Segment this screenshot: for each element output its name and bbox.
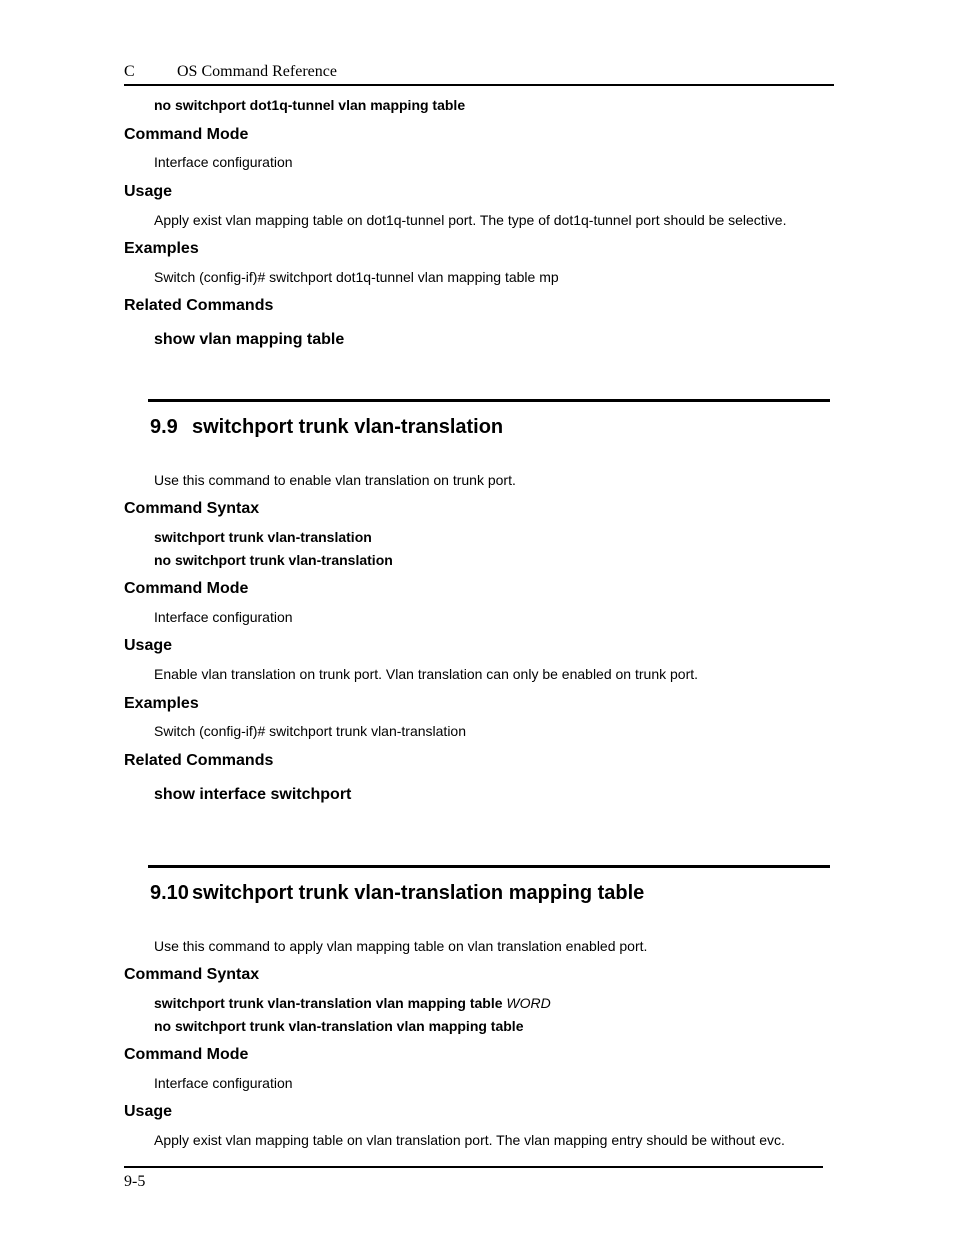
syntax-line-1 [154,995,551,1011]
section-intro: Use this command to apply vlan mapping table on vlan translation enabled port. [154,938,648,954]
heading-command-mode: Command Mode [124,1046,249,1063]
section-title-text: switchport trunk vlan-translation [192,416,504,438]
heading-examples: Examples [124,240,199,257]
syntax-argument: WORD [506,995,551,1011]
section-rule-9-9 [148,399,830,402]
heading-command-mode: Command Mode [124,126,249,143]
heading-command-syntax: Command Syntax [124,966,260,983]
page-number: 9-5 [124,1173,146,1190]
heading-command-syntax: Command Syntax [124,500,260,517]
heading-related-commands: Related Commands [124,752,274,769]
heading-usage: Usage [124,1103,173,1120]
syntax-line-2: no switchport trunk vlan-translation [154,552,393,568]
header-rule [124,84,834,86]
header-letter: C [124,63,135,80]
heading-command-mode: Command Mode [124,580,249,597]
mode-text: Interface configuration [154,1075,293,1091]
section-title-9-10 [150,882,644,905]
heading-usage: Usage [124,183,173,200]
examples-text: Switch (config-if)# switchport dot1q-tunnel vlan mapping table mp [154,269,559,285]
section-number: 9.9 [150,416,178,438]
section-title-text: switchport trunk vlan-translation mapping table [192,882,645,904]
usage-text: Enable vlan translation on trunk port. Vlan translation can only be enabled on trunk port. [154,666,699,682]
heading-usage: Usage [124,637,173,654]
mode-text: Interface configuration [154,609,293,625]
examples-text: Switch (config-if)# switchport trunk vlan-translation [154,723,467,739]
related-command-link[interactable]: show vlan mapping table [154,331,345,348]
mode-text: Interface configuration [154,154,293,170]
syntax-no-dot1q: no switchport dot1q-tunnel vlan mapping table [154,97,466,113]
syntax-command: switchport trunk vlan-translation vlan mapping table [154,995,503,1011]
section-number: 9.10 [150,882,189,904]
section-intro: Use this command to enable vlan translation on trunk port. [154,472,516,488]
section-rule-9-10 [148,865,830,868]
related-command-link[interactable]: show interface switchport [154,786,352,803]
syntax-line-2: no switchport trunk vlan-translation vlan mapping table [154,1018,524,1034]
heading-examples: Examples [124,695,199,712]
usage-text: Apply exist vlan mapping table on vlan translation port. The vlan mapping entry should be without evc. [154,1132,785,1148]
heading-related-commands: Related Commands [124,297,274,314]
footer-rule [124,1166,823,1168]
header-title: OS Command Reference [177,63,337,80]
section-title-9-9 [150,416,503,439]
syntax-line-1: switchport trunk vlan-translation [154,529,372,545]
usage-text: Apply exist vlan mapping table on dot1q-tunnel port. The type of dot1q-tunnel port should be selective. [154,212,787,228]
